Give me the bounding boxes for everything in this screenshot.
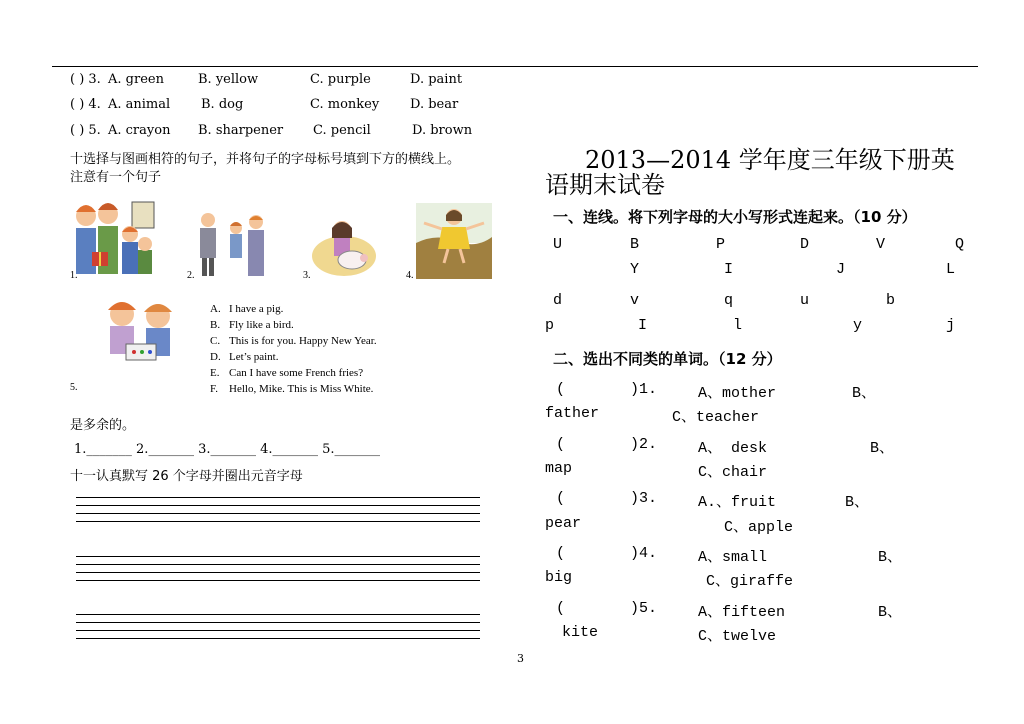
upper-letter: Q xyxy=(955,236,965,253)
q5-option-b: B. sharpener xyxy=(198,123,284,138)
exam-title-line-1: 2013—2014 学年度三年级下册英 xyxy=(585,146,955,174)
lower-letter: b xyxy=(886,292,896,309)
item-option-b: B、 xyxy=(878,604,903,621)
item-option-c: C、giraffe xyxy=(706,573,794,590)
sentence-letter-c: C. xyxy=(210,335,221,347)
lower-letter: j xyxy=(946,317,956,334)
upper-letter: I xyxy=(724,261,734,278)
upper-letter: J xyxy=(836,261,846,278)
q3-option-c: C. purple xyxy=(310,72,371,87)
upper-letter: L xyxy=(946,261,956,278)
item-option-b: B、 xyxy=(845,494,870,511)
writing-line xyxy=(76,497,480,498)
sentence-letter-a: A. xyxy=(210,303,221,315)
item-option-c: C、teacher xyxy=(672,409,760,426)
sentence-text-e: Can I have some French fries? xyxy=(229,367,364,379)
item-option-b-word: big xyxy=(545,569,573,586)
item-option-b: B、 xyxy=(852,385,877,402)
q4-paren: ( ) 4. xyxy=(70,97,101,112)
lower-letter: I xyxy=(638,317,648,334)
upper-letter: P xyxy=(716,236,726,253)
q5-option-a: A. crayon xyxy=(108,123,171,138)
writing-line xyxy=(76,521,480,522)
item-paren: ( xyxy=(556,600,566,617)
q5-option-c: C. pencil xyxy=(313,123,371,138)
header-rule xyxy=(52,66,978,67)
item-paren: ( xyxy=(556,490,566,507)
sentence-text-b: Fly like a bird. xyxy=(229,319,294,331)
item-option-c: C、apple xyxy=(724,519,794,536)
q3-option-d: D. paint xyxy=(410,72,463,87)
item-paren: ( xyxy=(556,381,566,398)
sentence-letter-e: E. xyxy=(210,367,220,379)
lower-letter: q xyxy=(724,292,734,309)
picture-label-1: 1. xyxy=(70,270,78,281)
q4-option-c: C. monkey xyxy=(310,97,380,112)
upper-letter: U xyxy=(553,236,563,253)
item-number: )2. xyxy=(630,436,658,453)
upper-letter: D xyxy=(800,236,810,253)
item-option-c: C、twelve xyxy=(698,628,777,645)
page-number: 3 xyxy=(517,652,524,665)
picture-label-5: 5. xyxy=(70,382,78,393)
item-option-a: A、 desk xyxy=(698,440,768,457)
extra-sentence-note: 是多余的。 xyxy=(70,418,136,433)
picture-label-3: 3. xyxy=(303,270,311,281)
picture-girl-pig xyxy=(310,216,378,278)
sentence-letter-f: F. xyxy=(210,383,218,395)
q4-option-b: B. dog xyxy=(201,97,244,112)
writing-line xyxy=(76,572,480,573)
lower-letter: v xyxy=(630,292,640,309)
item-paren: ( xyxy=(556,545,566,562)
q5-option-d: D. brown xyxy=(412,123,473,138)
item-number: )4. xyxy=(630,545,658,562)
sentence-letter-d: D. xyxy=(210,351,221,363)
q5-paren: ( ) 5. xyxy=(70,123,101,138)
q4-option-d: D. bear xyxy=(410,97,459,112)
sentence-text-f: Hello, Mike. This is Miss White. xyxy=(229,383,374,395)
section-2-heading: 二、选出不同类的单词。（12 分） xyxy=(553,350,782,368)
lower-letter: p xyxy=(545,317,555,334)
q3-option-b: B. yellow xyxy=(198,72,259,87)
writing-line xyxy=(76,564,480,565)
item-number: )5. xyxy=(630,600,658,617)
item-option-a: A、mother xyxy=(698,385,777,402)
picture-girl-flying xyxy=(416,203,492,279)
exam-title-line-2: 语期末试卷 xyxy=(545,171,665,199)
picture-kids-painting xyxy=(98,296,184,368)
item-paren: ( xyxy=(556,436,566,453)
lower-letter: y xyxy=(853,317,863,334)
picture-introduction xyxy=(194,210,272,280)
item-option-c: C、chair xyxy=(698,464,768,481)
picture-label-2: 2. xyxy=(187,270,195,281)
item-number: )1. xyxy=(630,381,658,398)
item-option-b: B、 xyxy=(870,440,895,457)
section-10-instruction: 十选择与图画相符的句子，并将句子的字母标号填到下方的横线上。 xyxy=(70,152,461,167)
sentence-text-d: Let’s paint. xyxy=(229,351,279,363)
item-option-a: A、small xyxy=(698,549,768,566)
section-10-note: 注意有一个句子 xyxy=(70,170,162,185)
upper-letter: B xyxy=(630,236,640,253)
writing-line xyxy=(76,556,480,557)
lower-letter: l xyxy=(733,317,743,334)
writing-line xyxy=(76,614,480,615)
writing-line xyxy=(76,505,480,506)
answer-blanks: 1._______ 2._______ 3._______ 4._______ 5._______ xyxy=(74,442,381,457)
item-option-b-word: father xyxy=(545,405,600,422)
writing-line xyxy=(76,513,480,514)
item-number: )3. xyxy=(630,490,658,507)
item-option-b: B、 xyxy=(878,549,903,566)
lower-letter: u xyxy=(800,292,810,309)
item-option-b-word: map xyxy=(545,460,573,477)
sentence-letter-b: B. xyxy=(210,319,221,331)
section-1-heading: 一、连线。将下列字母的大小写形式连起来。（10 分） xyxy=(553,208,917,226)
writing-line xyxy=(76,638,480,639)
writing-line xyxy=(76,622,480,623)
q4-option-a: A. animal xyxy=(108,97,171,112)
picture-label-4: 4. xyxy=(406,270,414,281)
item-option-b-word: kite xyxy=(562,624,599,641)
sentence-text-c: This is for you. Happy New Year. xyxy=(229,335,377,347)
picture-family-gift xyxy=(74,192,156,280)
item-option-a: A.、fruit xyxy=(698,494,777,511)
q3-paren: ( ) 3. xyxy=(70,72,101,87)
upper-letter: V xyxy=(876,236,886,253)
section-11-instruction: 十一认真默写 26 个字母并圈出元音字母 xyxy=(70,469,303,484)
q3-option-a: A. green xyxy=(108,72,164,87)
sentence-text-a: I have a pig. xyxy=(229,303,284,315)
upper-letter: Y xyxy=(630,261,640,278)
writing-line xyxy=(76,580,480,581)
writing-line xyxy=(76,630,480,631)
item-option-b-word: pear xyxy=(545,515,582,532)
item-option-a: A、fifteen xyxy=(698,604,786,621)
lower-letter: d xyxy=(553,292,563,309)
